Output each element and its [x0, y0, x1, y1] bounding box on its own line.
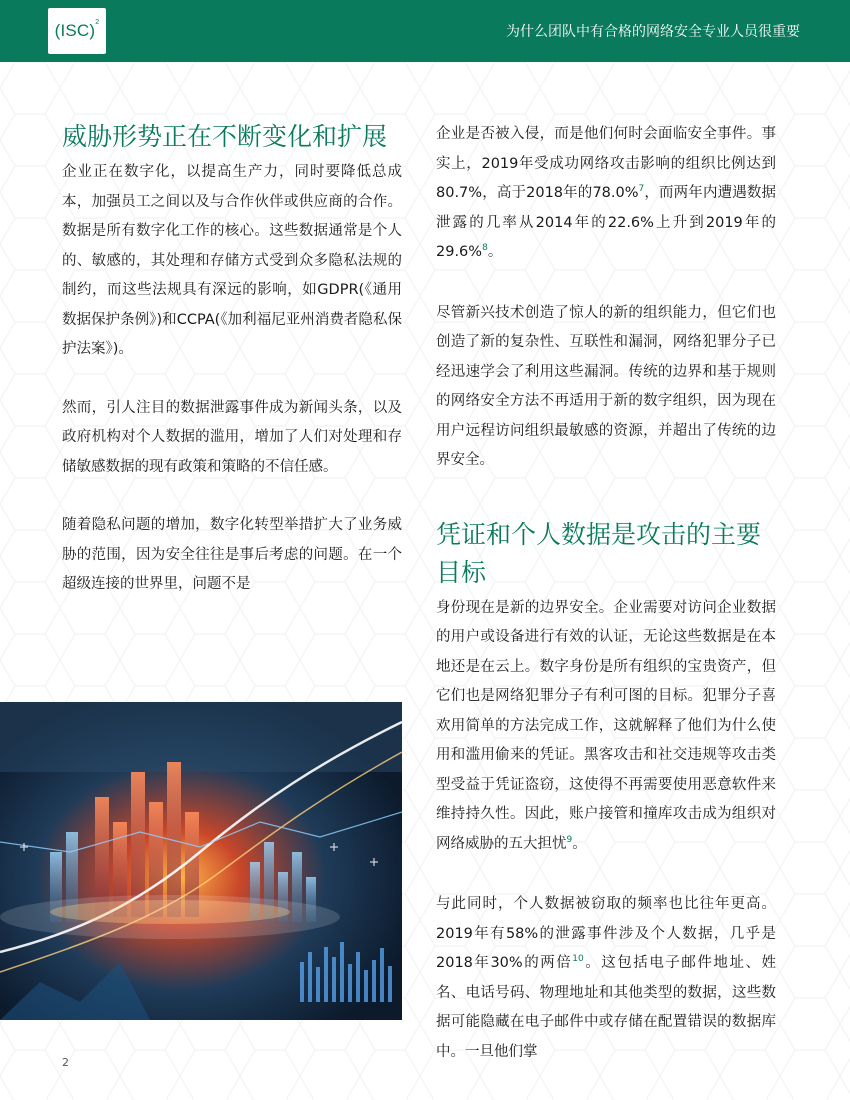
paragraph: 然而，引人注目的数据泄露事件成为新闻头条，以及政府机构对个人数据的滥用，增加了人们对处理和存储敏感数据的现有政策和策略的不信任感。: [62, 399, 402, 475]
paragraph: [436, 594, 776, 860]
paragraph: 尽管新兴技术创造了惊人的新的组织能力，但它们也创造了新的复杂性、互联性和漏洞，网络犯罪分子已经迅速学会了利用这些漏洞。传统的边界和基于规则的网络安全方法不再适用于新的数字组织，因为现在用户远程访问组织最敏感的资源，并超出了传统的边界安全。: [436, 304, 776, 468]
digital-growth-chart-illustration: [0, 702, 402, 1020]
right-column: [436, 120, 776, 1067]
header-title: 为什么团队中有合格的网络安全专业人员很重要: [506, 24, 800, 40]
page-number: 2: [62, 1056, 69, 1069]
paragraph: 企业正在数字化，以提高生产力，同时要降低总成本，加强员工之间以及与合作伙伴或供应商的合作。数据是所有数字化工作的核心。这些数据通常是个人的、敏感的，其处理和存储方式受到众多隐私法规的制约，而这些法规具有深远的影响，如GDPR(《通用数据保护条例》)和CCPA(《加利福尼亚州消费者隐私保护法案》)。: [62, 164, 402, 357]
section-heading-threat-landscape: 威胁形势正在不断变化和扩展: [62, 122, 388, 151]
paragraph-text: 。: [487, 244, 503, 260]
paragraph-text: 企业是否被入侵，而是他们何时会面临安全事件。事实上，2019年受成功网络攻击影响的组织比例达到80.7%，高于2018年的78.0%: [436, 126, 776, 201]
paragraph-text: 身份现在是新的边界安全。企业需要对访问企业数据的用户或设备进行有效的认证，无论这些数据是在本地还是在云上。数字身份是所有组织的宝贵资产，但它们也是网络犯罪分子有利可图的目标。犯罪分子喜欢用简单的方法完成工作，这就解释了他们为什么使用和滥用偷来的凭证。黑客攻击和社交违规等攻击类型受益于凭证盗窃，这使得不再需要使用恶意软件来维持持久性。因此，账户接管和撞库攻击成为组织对网络威胁的五大担忧: [436, 599, 776, 852]
footnote-ref[interactable]: 10: [572, 954, 584, 965]
paragraph-text: 。: [572, 835, 587, 852]
paragraph-text: 与此同时，个人数据被窃取的频率也比往年更高。2019年有58%的泄露事件涉及个人数据，几乎是2018年30%的两倍: [436, 896, 776, 971]
paragraph: [436, 890, 776, 1067]
section-heading-credentials: 凭证和个人数据是攻击的主要目标: [436, 519, 762, 587]
footnote-ref[interactable]: 7: [638, 184, 645, 195]
footnote-ref[interactable]: 8: [482, 243, 488, 254]
logo-superscript: 2: [95, 19, 100, 26]
footnote-ref[interactable]: 9: [566, 834, 573, 845]
paragraph-text: ，而两年内遭遇数据泄露的几率从2014年的22.6%上升到2019年的29.6%: [436, 185, 777, 260]
paragraph: [436, 120, 776, 268]
isc2-logo: [48, 8, 106, 54]
paragraph-text: 。这包括电子邮件地址、姓名、电话号码、物理地址和其他类型的数据，这些数据可能隐藏在电子邮件中或存储在配置错误的数据库中。一旦他们掌: [436, 955, 776, 1060]
logo-text: (ISC): [54, 21, 96, 40]
header-bar: [0, 0, 850, 62]
left-column: [62, 118, 402, 600]
paragraph: 随着隐私问题的增加，数字化转型举措扩大了业务威胁的范围，因为安全往往是事后考虑的问题。在一个超级连接的世界里，问题不是: [62, 517, 402, 592]
photo-graphic: [0, 702, 402, 1020]
